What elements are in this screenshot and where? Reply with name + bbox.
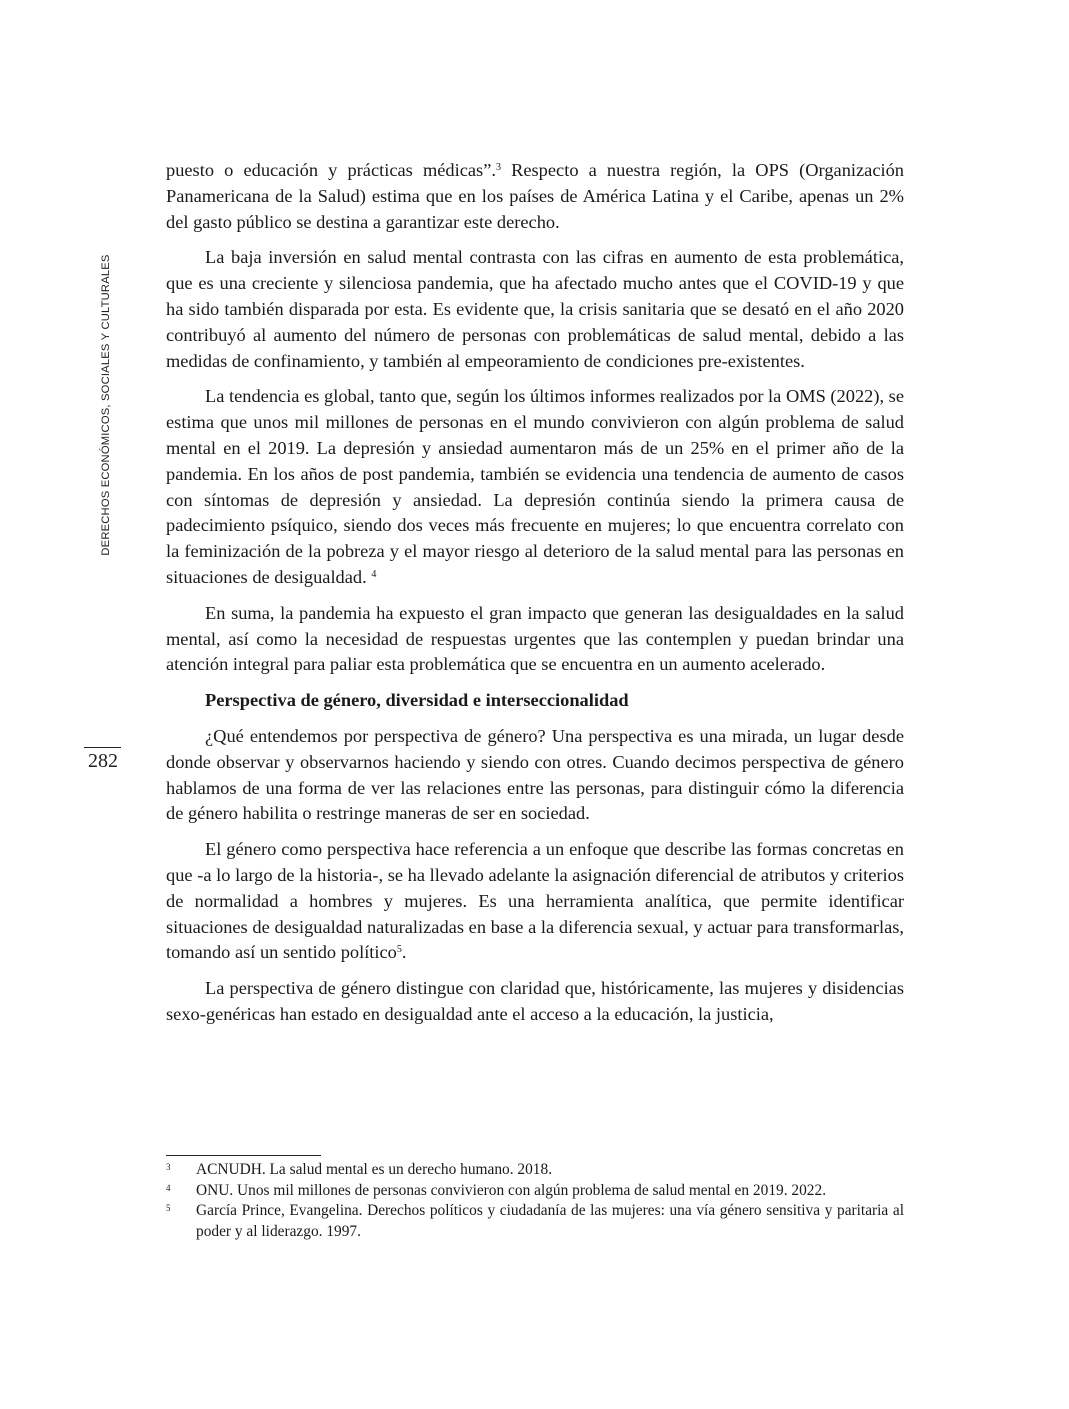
footnote: [166, 1201, 904, 1242]
paragraph: El género como perspectiva hace referencia a un enfoque que describe las formas concretas en que -a lo largo de la historia-, se ha llevado adelante la asignación diferencial de atributos y criterios de normalidad a hombres y mujeres. Es una herramienta analítica, que permite identificar situaciones de desigualdad naturalizadas en base a la diferencia sexual, y actuar para transformarlas, tomando así un sentido político$^5$.: [166, 839, 904, 963]
page-number-rule: [84, 747, 121, 748]
paragraph: puesto o educación y prácticas médicas”.$^3$ Respecto a nuestra región, la OPS (Organización Panamericana de la Salud) estima que en los países de América Latina y el Caribe, apenas un 2% del gasto público se destina a garantizar este derecho.: [166, 160, 904, 232]
footnote-text: ACNUDH. La salud mental es un derecho humano. 2018.: [196, 1161, 553, 1178]
paragraph: La tendencia es global, tanto que, según los últimos informes realizados por la OMS (2022), se estima que unos mil millones de personas en el mundo convivieron con algún problema de salud mental en el 2019. La depresión y ansiedad aumentaron más de un 25% en el primer año de la pandemia. En los años de post pandemia, también se evidencia una tendencia de aumento de casos con síntomas de depresión y ansiedad. La depresión continúa siendo la primera causa de padecimiento psíquico, siendo dos veces más frecuente en mujeres; lo que encuentra correlato con la feminización de la pobreza y el mayor riesgo al deterioro de la salud mental para las personas en situaciones de desigualdad. $^4$: [166, 386, 904, 587]
footnote-rule: [166, 1155, 321, 1156]
paragraph: La perspectiva de género distingue con claridad que, históricamente, las mujeres y disidencias sexo-genéricas han estado en desigualdad ante el acceso a la educación, la justicia,: [166, 978, 904, 1024]
paragraph: ¿Qué entendemos por perspectiva de género? Una perspectiva es una mirada, un lugar desde donde observar y observarnos haciendo y siendo con otres. Cuando decimos perspectiva de género hablamos de una forma de ver las relaciones entre las personas, para distinguir cómo la diferencia de género habilita o restringe maneras de ser en sociedad.: [166, 725, 904, 824]
footnote-text: ONU. Unos mil millones de personas convivieron con algún problema de salud mental en 2019. 2022.: [196, 1181, 827, 1199]
footnote-ref[interactable]: 4: [371, 568, 377, 580]
paragraph: En suma, la pandemia ha expuesto el gran impacto que generan las desigualdades en la salud mental, así como la necesidad de respuestas urgentes que las contemplen y puedan brindar una atención integral para paliar esta problemática que se encuentra en un aumento acelerado.: [166, 602, 904, 675]
footnote-mark: 5: [166, 1203, 171, 1213]
footnote-ref[interactable]: 3: [495, 162, 501, 173]
footnotes: [166, 1160, 904, 1242]
footnote-text: García Prince, Evangelina. Derechos políticos y ciudadanía de las mujeres: una vía género sensitiva y paritaria al poder y al liderazgo. 1997.: [196, 1202, 904, 1240]
paragraph: La baja inversión en salud mental contrasta con las cifras en aumento de esta problemática, que es una creciente y silenciosa pandemia, que ha afectado mucho antes que el COVID-19 y que ha sido también disparada por esta. Es evidente que, la crisis sanitaria que se desató en el año 2020 contribuyó al aumento del número de personas con problemáticas de salud mental, debido a las medidas de confinamiento, y también al empeoramiento de condiciones pre-existentes.: [166, 247, 904, 371]
page-number: 282: [88, 750, 118, 772]
footnote-ref[interactable]: 5: [396, 944, 402, 956]
running-header-text: DERECHOS ECONÓMICOS, SOCIALES Y CULTURALES: [100, 254, 112, 556]
footnote-mark: 4: [166, 1182, 171, 1193]
body-text: [166, 158, 904, 1038]
footnote: [166, 1160, 904, 1181]
footnote-mark: 3: [166, 1162, 171, 1172]
footnote: [166, 1181, 904, 1202]
section-heading: Perspectiva de género, diversidad e interseccionalidad: [205, 690, 629, 711]
